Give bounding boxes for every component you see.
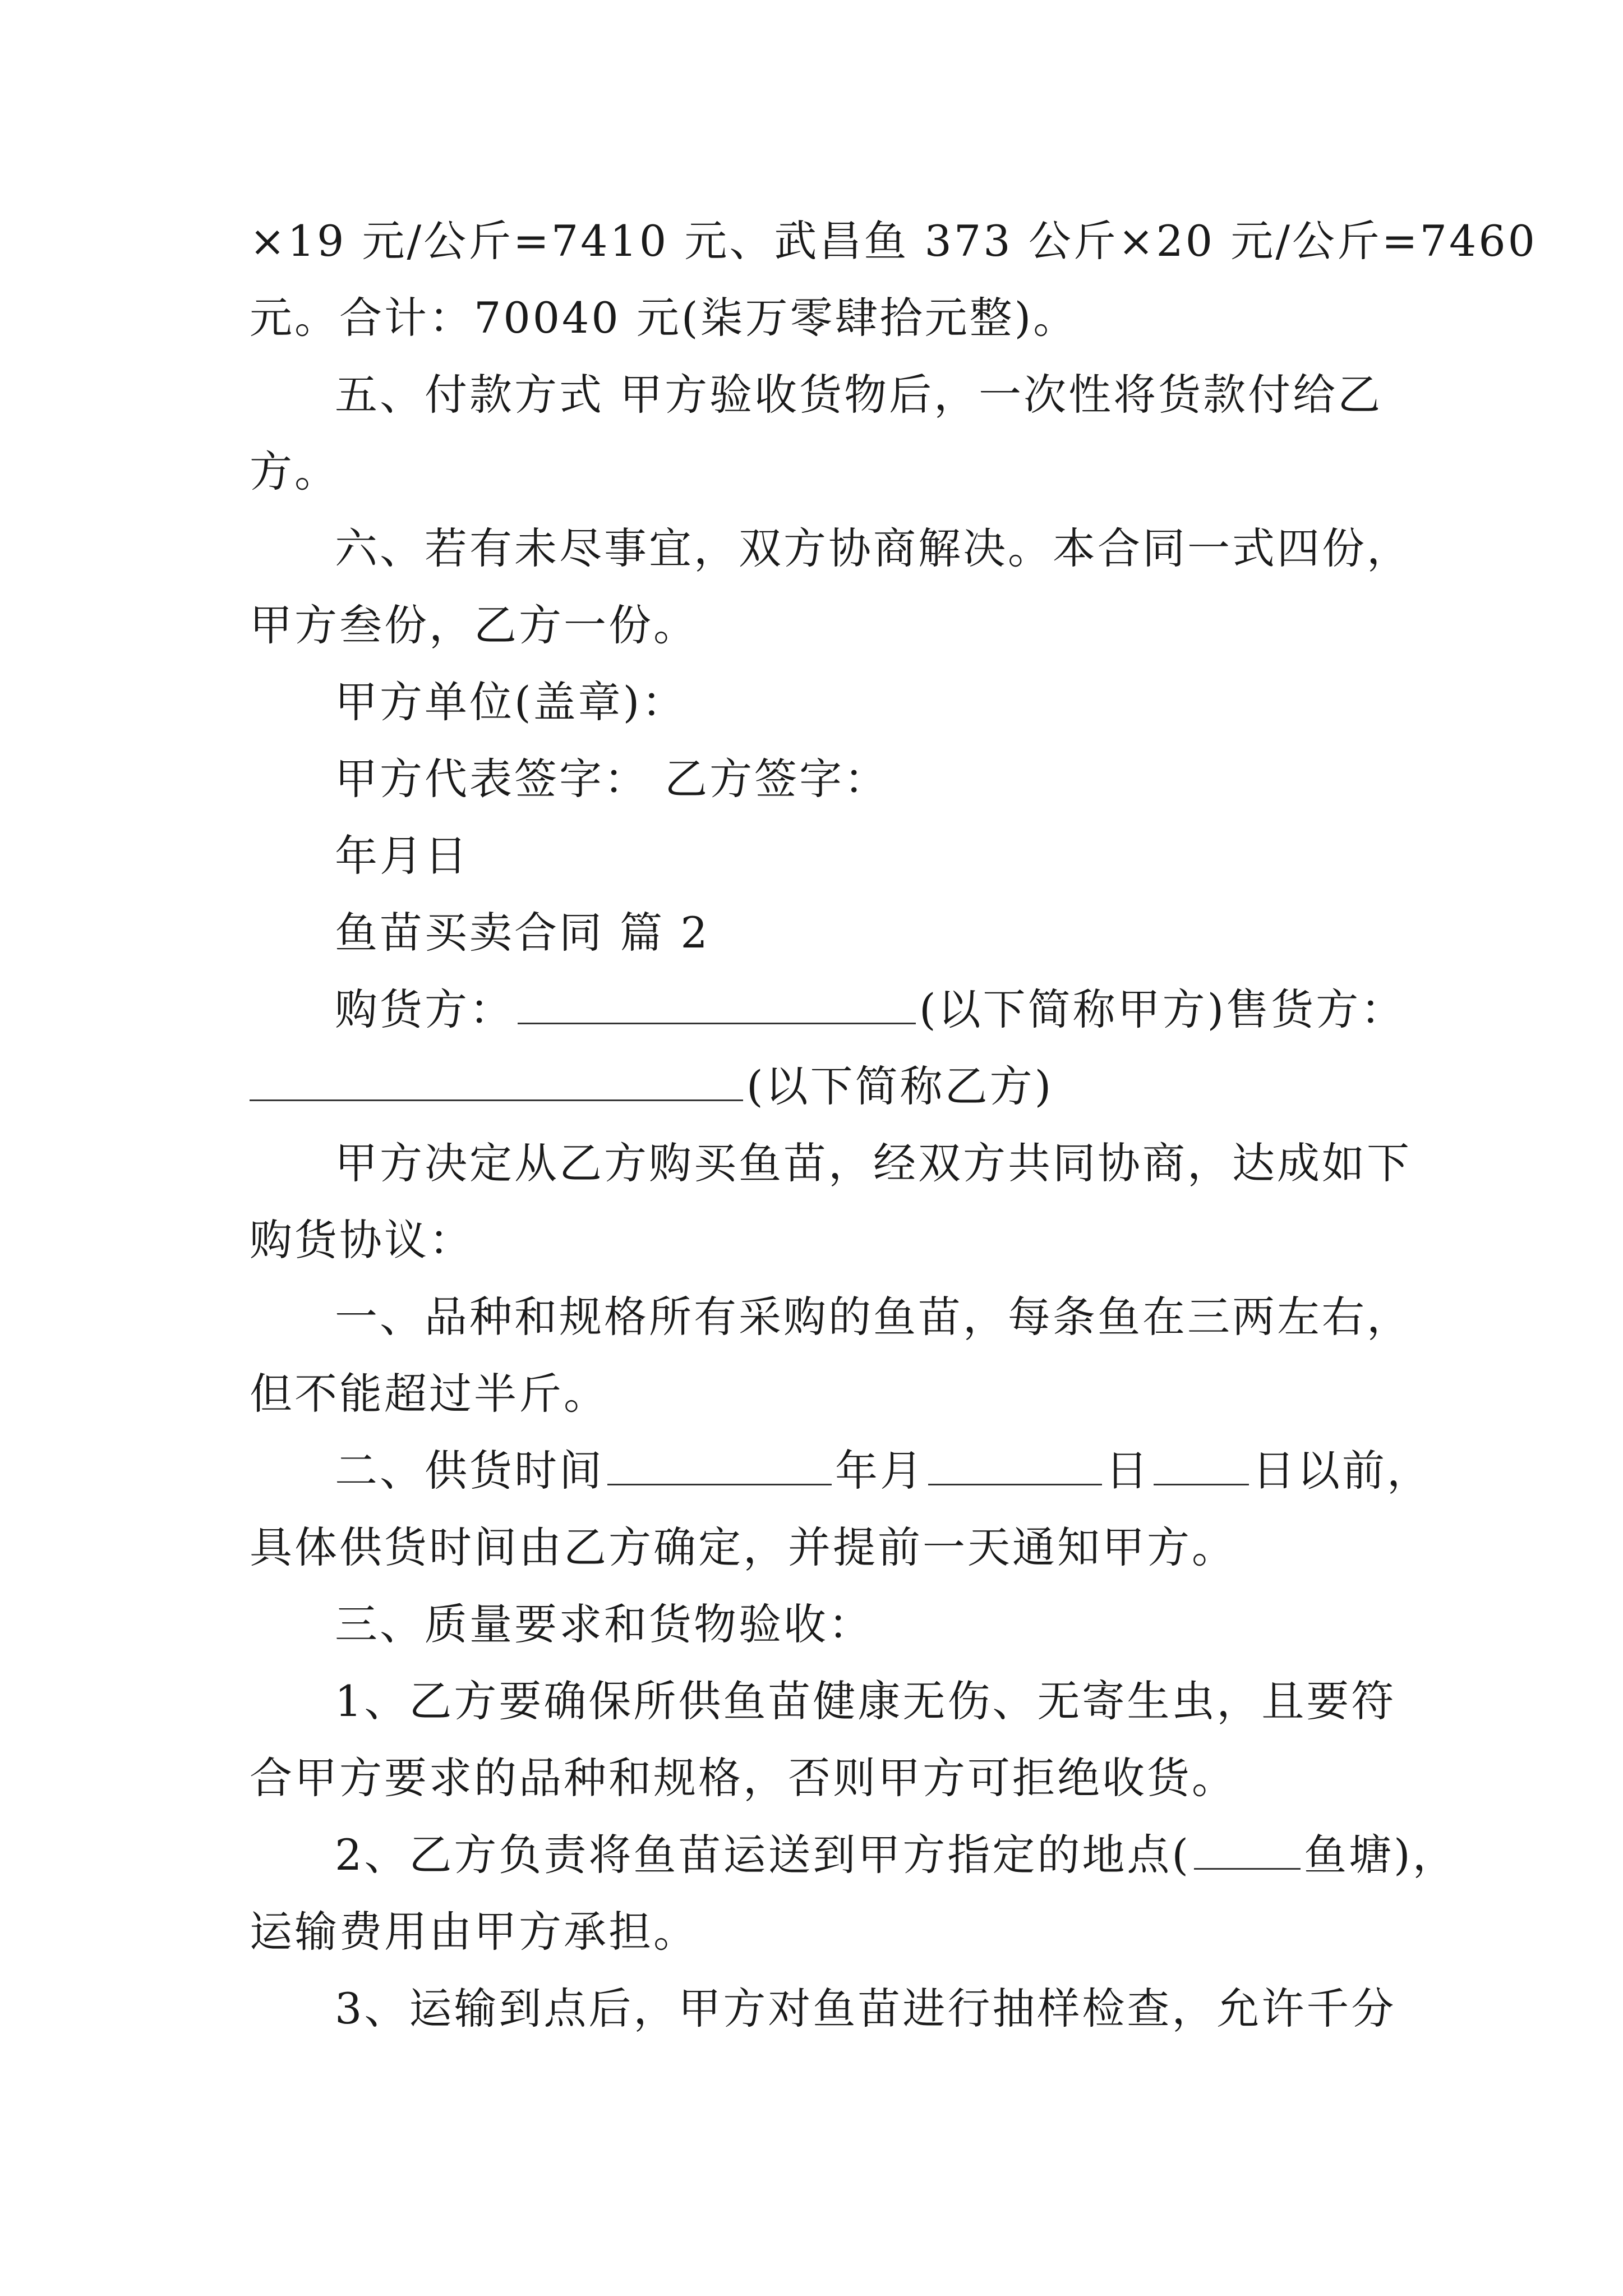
text-line: 1、乙方要确保所供鱼苗健康无伤、无寄生虫，且要符 <box>335 1676 1396 1726</box>
text-line: 但不能超过半斤。 <box>250 1369 608 1419</box>
transport-suffix: 鱼塘)， <box>1304 1830 1458 1880</box>
text-line: 元。合计：70040 元(柒万零肆拾元整)。 <box>250 293 1078 343</box>
date-line: 年月日 <box>335 831 469 881</box>
buyer-suffix: (以下简称甲方)售货方： <box>919 984 1406 1034</box>
text-line: 五、付款方式 甲方验收货物后，一次性将货款付给乙 <box>335 370 1383 420</box>
buyer-line <box>335 979 1405 1041</box>
signature-unit-line: 甲方单位(盖章)： <box>335 677 687 727</box>
signature-line: 甲方代表签字： 乙方签字： <box>335 754 889 804</box>
text-line: 运输费用由甲方承担。 <box>250 1907 698 1957</box>
supply-blank-3 <box>1154 1443 1249 1485</box>
buyer-label: 购货方： <box>335 984 514 1034</box>
supply-day: 日 <box>1105 1446 1150 1496</box>
transport-line <box>335 1824 1458 1886</box>
text-line: 具体供货时间由乙方确定，并提前一天通知甲方。 <box>250 1522 1237 1572</box>
text-line: 甲方叁份，乙方一份。 <box>250 600 698 650</box>
seller-suffix: (以下简称乙方) <box>746 1061 1054 1111</box>
supply-blank-2 <box>928 1443 1102 1485</box>
text-line: 3、运输到点后，甲方对鱼苗进行抽样检查，允许千分 <box>335 1984 1396 2033</box>
supply-year: 年月 <box>835 1446 925 1496</box>
section-heading: 鱼苗买卖合同 篇 2 <box>335 908 710 958</box>
supply-suffix: 日以前， <box>1252 1446 1432 1496</box>
supply-prefix: 二、供货时间 <box>335 1446 604 1496</box>
text-line: ×19 元/公斤=7410 元、武昌鱼 373 公斤×20 元/公斤=7460 <box>250 216 1538 266</box>
supply-blank-1 <box>607 1443 832 1485</box>
transport-prefix: 2、乙方负责将鱼苗运送到甲方指定的地点( <box>335 1830 1191 1880</box>
text-line: 购货协议： <box>250 1215 474 1265</box>
text-line: 合甲方要求的品种和规格，否则甲方可拒绝收货。 <box>250 1753 1237 1803</box>
seller-blank <box>250 1059 743 1101</box>
seller-line <box>250 1056 1053 1117</box>
supply-time-line <box>335 1440 1432 1502</box>
text-line: 三、质量要求和货物验收： <box>335 1599 873 1649</box>
pond-blank <box>1194 1828 1301 1870</box>
text-line: 一、品种和规格所有采购的鱼苗，每条鱼在三两左右， <box>335 1292 1412 1342</box>
text-line: 六、若有未尽事宜，双方协商解决。本合同一式四份， <box>335 523 1412 573</box>
text-line: 甲方决定从乙方购买鱼苗，经双方共同协商，达成如下 <box>335 1138 1412 1188</box>
buyer-blank <box>518 982 916 1024</box>
text-line: 方。 <box>250 447 339 496</box>
